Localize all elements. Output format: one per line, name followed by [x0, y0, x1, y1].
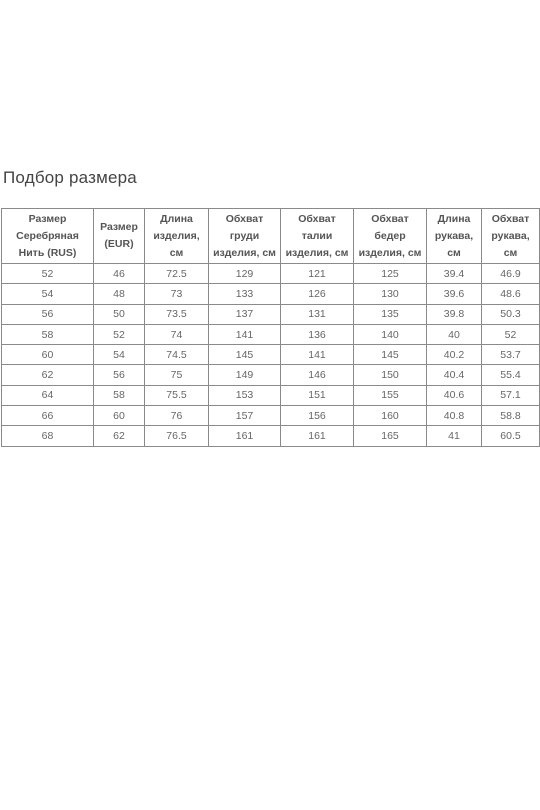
column-header	[427, 209, 482, 264]
table-cell: 56	[94, 365, 145, 385]
table-cell: 149	[209, 365, 281, 385]
column-header-line: см	[169, 246, 184, 259]
table-cell: 130	[354, 284, 427, 304]
table-cell: 73	[145, 284, 209, 304]
table-cell: 40.6	[427, 385, 482, 405]
table-cell: 76.5	[145, 426, 209, 446]
table-row	[2, 264, 540, 284]
table-cell: 141	[209, 324, 281, 344]
column-header-line: Обхват	[298, 212, 336, 225]
table-cell: 133	[209, 284, 281, 304]
column-header	[145, 209, 209, 264]
column-header-line: изделия, см	[358, 246, 422, 259]
table-cell: 39.6	[427, 284, 482, 304]
table-cell: 64	[2, 385, 94, 405]
table-cell: 161	[209, 426, 281, 446]
column-header-line: см	[503, 246, 518, 259]
table-cell: 54	[94, 345, 145, 365]
table-cell: 126	[281, 284, 354, 304]
table-cell: 72.5	[145, 264, 209, 284]
table-cell: 156	[281, 406, 354, 426]
column-header-line: Размер	[100, 221, 138, 233]
table-cell: 160	[354, 406, 427, 426]
table-cell: 129	[209, 264, 281, 284]
table-cell: 136	[281, 324, 354, 344]
table-cell: 50	[94, 304, 145, 324]
table-cell: 155	[354, 385, 427, 405]
table-cell: 151	[281, 385, 354, 405]
table-cell: 39.4	[427, 264, 482, 284]
table-cell: 52	[2, 264, 94, 284]
column-header	[482, 209, 540, 264]
table-cell: 52	[482, 324, 540, 344]
table-cell: 75	[145, 365, 209, 385]
column-header-line: груди	[229, 229, 260, 242]
table-cell: 135	[354, 304, 427, 324]
table-cell: 57.1	[482, 385, 540, 405]
table-cell: 157	[209, 406, 281, 426]
table-cell: 40.2	[427, 345, 482, 365]
table-cell: 55.4	[482, 365, 540, 385]
table-cell: 40	[427, 324, 482, 344]
table-cell: 76	[145, 406, 209, 426]
table-cell: 146	[281, 365, 354, 385]
table-cell: 62	[2, 365, 94, 385]
table-row	[2, 345, 540, 365]
table-cell: 40.4	[427, 365, 482, 385]
table-cell: 52	[94, 324, 145, 344]
column-header-line: Длина	[160, 212, 193, 225]
table-cell: 66	[2, 406, 94, 426]
table-cell: 140	[354, 324, 427, 344]
column-header-line: талии	[301, 229, 333, 242]
table-cell: 56	[2, 304, 94, 324]
column-header-line: рукава,	[491, 229, 530, 242]
table-row	[2, 304, 540, 324]
column-header-line: Обхват	[491, 212, 530, 225]
table-cell: 48.6	[482, 284, 540, 304]
column-header-line: бедер	[374, 229, 406, 242]
table-cell: 46	[94, 264, 145, 284]
table-cell: 40.8	[427, 406, 482, 426]
table-row	[2, 365, 540, 385]
column-header-line: Обхват	[371, 212, 409, 225]
column-header-line: см	[447, 246, 461, 259]
column-header-line: Обхват	[225, 212, 264, 225]
column-header-line: (EUR)	[104, 238, 134, 250]
table-cell: 121	[281, 264, 354, 284]
table-cell: 137	[209, 304, 281, 324]
column-header	[2, 209, 94, 264]
table-cell: 46.9	[482, 264, 540, 284]
table-cell: 75.5	[145, 385, 209, 405]
table-cell: 153	[209, 385, 281, 405]
size-chart-table	[1, 208, 540, 447]
table-body	[2, 264, 540, 447]
table-cell: 58.8	[482, 406, 540, 426]
table-cell: 145	[209, 345, 281, 365]
table-row	[2, 324, 540, 344]
table-cell: 73.5	[145, 304, 209, 324]
column-header-line: изделия, см	[285, 246, 349, 259]
column-header	[94, 209, 145, 264]
table-cell: 150	[354, 365, 427, 385]
column-header-line: изделия,	[153, 229, 200, 242]
table-cell: 39.8	[427, 304, 482, 324]
table-cell: 60	[2, 345, 94, 365]
column-header-line: Серебряная	[16, 229, 79, 242]
table-cell: 131	[281, 304, 354, 324]
table-cell: 165	[354, 426, 427, 446]
column-header	[209, 209, 281, 264]
column-header-line: Размер	[28, 212, 67, 225]
table-cell: 53.7	[482, 345, 540, 365]
table-cell: 58	[2, 324, 94, 344]
table-cell: 54	[2, 284, 94, 304]
table-row	[2, 426, 540, 446]
table-cell: 68	[2, 426, 94, 446]
table-cell: 62	[94, 426, 145, 446]
table-cell: 60	[94, 406, 145, 426]
column-header	[281, 209, 354, 264]
table-cell: 60.5	[482, 426, 540, 446]
column-header-line: Длина	[437, 212, 471, 225]
column-header	[354, 209, 427, 264]
table-cell: 74.5	[145, 345, 209, 365]
table-cell: 50.3	[482, 304, 540, 324]
column-header-line: Нить (RUS)	[18, 246, 77, 259]
column-header-line: рукава,	[434, 229, 474, 242]
table-row	[2, 406, 540, 426]
table-cell: 125	[354, 264, 427, 284]
table-cell: 41	[427, 426, 482, 446]
column-header-line: изделия, см	[213, 246, 276, 259]
table-cell: 58	[94, 385, 145, 405]
page-title: Подбор размера	[3, 168, 137, 187]
table-header-row	[2, 209, 540, 264]
table-row	[2, 284, 540, 304]
table-row	[2, 385, 540, 405]
table-cell: 145	[354, 345, 427, 365]
table-cell: 161	[281, 426, 354, 446]
table-cell: 141	[281, 345, 354, 365]
table-cell: 74	[145, 324, 209, 344]
table-cell: 48	[94, 284, 145, 304]
